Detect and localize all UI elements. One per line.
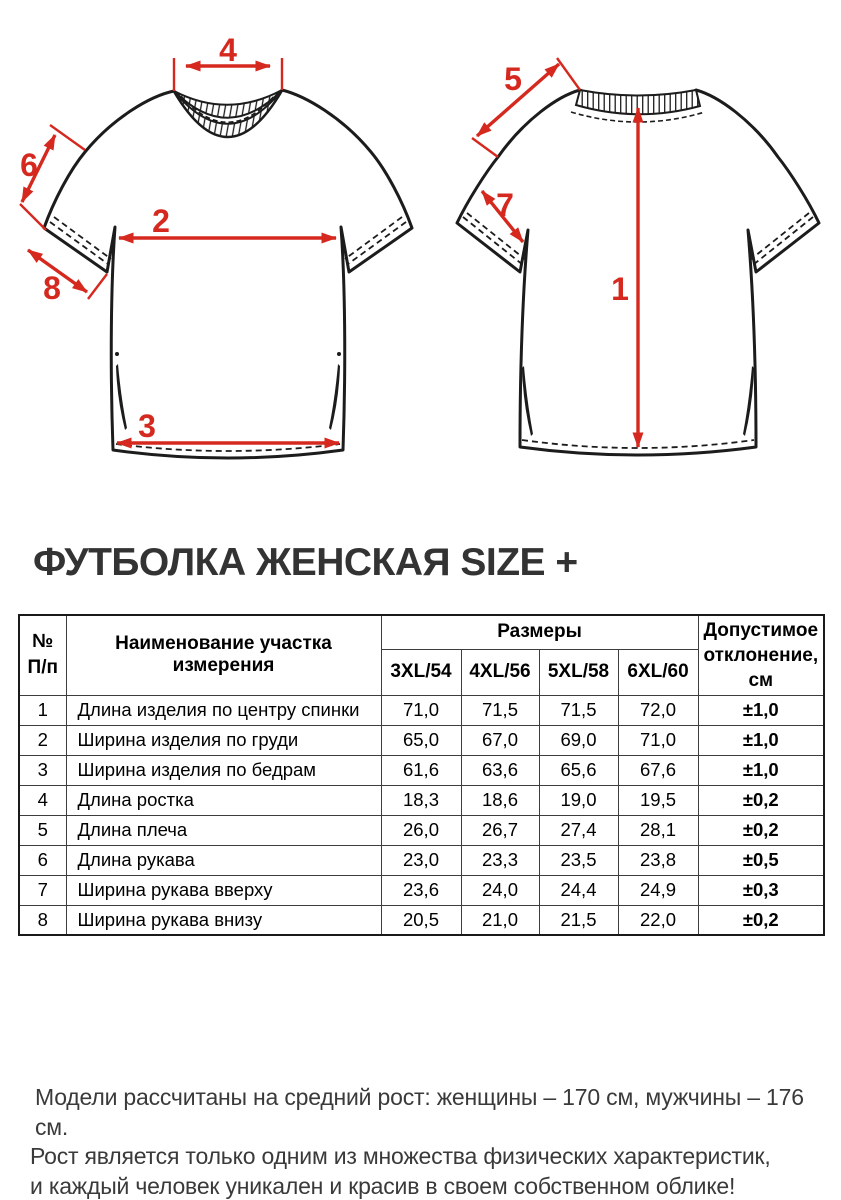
front-body-outline — [44, 90, 412, 458]
header-size-3xl: 3XL/54 — [381, 649, 461, 695]
header-number-line2: П/п — [27, 657, 58, 679]
header-size-5xl: 5XL/58 — [539, 649, 618, 695]
row-value: 65,6 — [539, 755, 618, 785]
header-number-line1: № — [32, 631, 54, 653]
row-value: 21,0 — [461, 905, 539, 935]
row-measure-name: Длина ростка — [66, 785, 381, 815]
header-number — [19, 615, 66, 695]
footer-line-1: Модели рассчитаны на средний рост: женщины – 170 см, мужчины – 176 см. — [35, 1084, 804, 1140]
row-deviation: ±1,0 — [698, 725, 824, 755]
measure-label-5: 5 — [504, 61, 522, 97]
row-value: 26,7 — [461, 815, 539, 845]
row-measure-name: Длина плеча — [66, 815, 381, 845]
row-value: 24,4 — [539, 875, 618, 905]
row-deviation: ±1,0 — [698, 755, 824, 785]
row-value: 67,0 — [461, 725, 539, 755]
measure-label-1: 1 — [611, 271, 629, 307]
measure-label-2: 2 — [152, 203, 170, 239]
footer-line-3: и каждый человек уникален и красив в своем собственном облике! — [30, 1172, 736, 1199]
row-deviation: ±0,3 — [698, 875, 824, 905]
footer-line-2: Рост является только одним из множества физических характеристик, — [30, 1143, 771, 1169]
header-deviation-line2: отклонение, — [703, 644, 819, 666]
row-value: 19,0 — [539, 785, 618, 815]
row-value: 19,5 — [618, 785, 698, 815]
row-value: 65,0 — [381, 725, 461, 755]
tshirt-front-drawing — [0, 20, 420, 500]
row-value: 23,3 — [461, 845, 539, 875]
header-size-4xl: 4XL/56 — [461, 649, 539, 695]
row-measure-name: Ширина изделия по груди — [66, 725, 381, 755]
table-row — [19, 695, 824, 725]
row-number: 4 — [19, 785, 66, 815]
row-value: 72,0 — [618, 695, 698, 725]
table-row — [19, 875, 824, 905]
row-value: 23,5 — [539, 845, 618, 875]
row-value: 71,0 — [381, 695, 461, 725]
header-deviation — [698, 615, 824, 695]
header-measure-name: Наименование участка измерения — [66, 615, 381, 695]
row-measure-name: Ширина рукава внизу — [66, 905, 381, 935]
row-deviation: ±0,2 — [698, 905, 824, 935]
row-value: 22,0 — [618, 905, 698, 935]
row-value: 18,3 — [381, 785, 461, 815]
table-row — [19, 755, 824, 785]
row-value: 28,1 — [618, 815, 698, 845]
row-value: 63,6 — [461, 755, 539, 785]
tshirt-back-drawing — [420, 20, 841, 500]
row-value: 24,9 — [618, 875, 698, 905]
row-number: 8 — [19, 905, 66, 935]
table-row — [19, 845, 824, 875]
row-number: 5 — [19, 815, 66, 845]
row-value: 21,5 — [539, 905, 618, 935]
table-row — [19, 905, 824, 935]
row-value: 20,5 — [381, 905, 461, 935]
measure-label-4: 4 — [219, 32, 237, 68]
header-deviation-line1: Допустимое — [703, 619, 819, 641]
footer-note — [30, 1083, 830, 1200]
garment-drawings — [0, 0, 841, 500]
row-deviation: ±0,2 — [698, 815, 824, 845]
measure-label-7: 7 — [496, 187, 514, 223]
row-deviation: ±0,2 — [698, 785, 824, 815]
row-value: 23,8 — [618, 845, 698, 875]
row-number: 6 — [19, 845, 66, 875]
row-value: 24,0 — [461, 875, 539, 905]
header-size-6xl: 6XL/60 — [618, 649, 698, 695]
row-value: 61,6 — [381, 755, 461, 785]
table-row — [19, 815, 824, 845]
row-measure-name: Длина изделия по центру спинки — [66, 695, 381, 725]
measure-label-3: 3 — [138, 408, 156, 444]
row-value: 71,5 — [461, 695, 539, 725]
measure-label-8: 8 — [43, 270, 61, 306]
measure-label-6: 6 — [20, 147, 38, 183]
row-measure-name: Ширина изделия по бедрам — [66, 755, 381, 785]
row-value: 23,6 — [381, 875, 461, 905]
row-number: 3 — [19, 755, 66, 785]
row-number: 7 — [19, 875, 66, 905]
row-measure-name: Ширина рукава вверху — [66, 875, 381, 905]
row-deviation: ±1,0 — [698, 695, 824, 725]
row-value: 69,0 — [539, 725, 618, 755]
row-value: 67,6 — [618, 755, 698, 785]
size-table — [18, 614, 825, 936]
header-sizes: Размеры — [381, 615, 698, 649]
row-value: 71,5 — [539, 695, 618, 725]
header-deviation-line3: см — [748, 669, 774, 691]
row-value: 71,0 — [618, 725, 698, 755]
row-value: 23,0 — [381, 845, 461, 875]
row-deviation: ±0,5 — [698, 845, 824, 875]
row-value: 18,6 — [461, 785, 539, 815]
row-number: 1 — [19, 695, 66, 725]
row-value: 27,4 — [539, 815, 618, 845]
row-measure-name: Длина рукава — [66, 845, 381, 875]
table-row — [19, 725, 824, 755]
table-row — [19, 785, 824, 815]
row-number: 2 — [19, 725, 66, 755]
page-title: ФУТБОЛКА ЖЕНСКАЯ SIZE + — [33, 541, 578, 584]
row-value: 26,0 — [381, 815, 461, 845]
